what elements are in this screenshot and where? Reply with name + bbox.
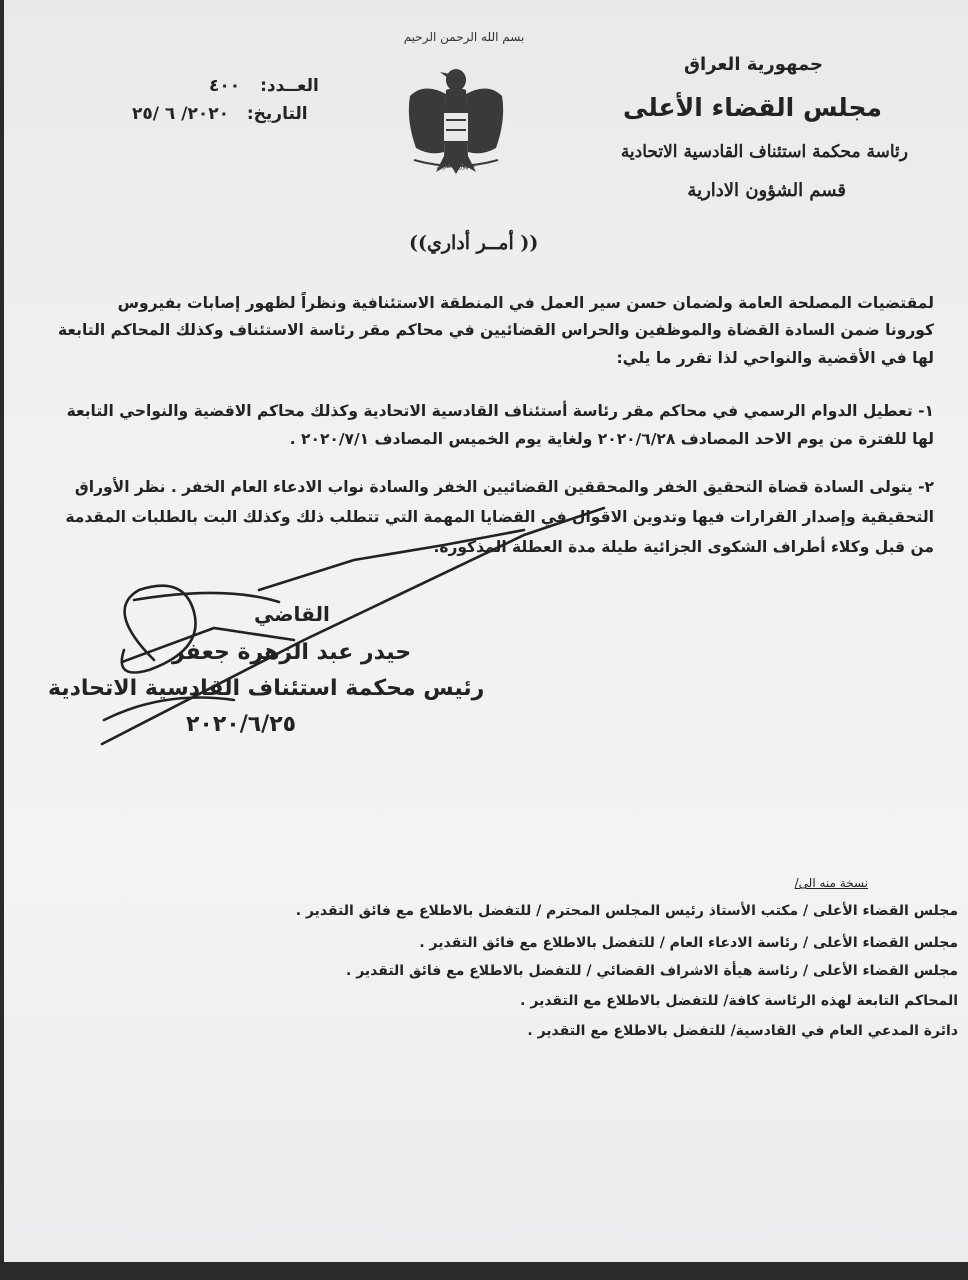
item-1-line: لها للفترة من يوم الاحد المصادف ٢٠٢٠/٦/٢٨ ولغاية يوم الخميس المصادف ٢٠٢٠/٧/١ . — [289, 430, 934, 448]
copy-recipient: مجلس القضاء الأعلى / رئاسة هيأة الاشراف القضائي / للتفضل بالاطلاع مع فائق التقدير . — [346, 963, 958, 979]
copy-recipient: مجلس القضاء الأعلى / مكتب الأستاذ رئيس المجلس المحترم / للتفضل بالاطلاع مع فائق التقدير . — [295, 903, 958, 919]
signature-date: ٢٠٢٠/٦/٢٥ — [186, 712, 297, 737]
intro-line: لمقتضيات المصلحة العامة ولضمان حسن سير العمل في المنطقة الاستئنافية ونظراً لظهور إصابات بفيروس — [117, 294, 934, 312]
copy-recipient: المحاكم التابعة لهذه الرئاسة كافة/ للتفضل بالاطلاع مع التقدير . — [520, 993, 958, 1009]
document-page — [4, 0, 968, 1262]
item-2-line: ٢- يتولى السادة قضاة التحقيق الخفر والمحققين القضائيين الخفر والسادة نواب الادعاء العام الخفر . نظر الأوراق — [74, 478, 934, 496]
item-2-line: من قبل وكلاء أطراف الشكوى الجزائية طيلة مدة العطلة المذكورة. — [433, 538, 934, 556]
signature-title: رئيس محكمة استئناف القادسية الاتحادية — [48, 676, 485, 701]
department-heading: قسم الشؤون الادارية — [687, 180, 846, 201]
date-label: التاريخ: — [246, 104, 308, 124]
date-value: ٢٠٢٠/ ٦ /٢٥ — [132, 104, 229, 124]
copy-recipient: مجلس القضاء الأعلى / رئاسة الادعاء العام / للتفضل بالاطلاع مع فائق التقدير . — [419, 935, 958, 951]
emblem-caption: جمهورية العراق — [436, 163, 476, 170]
copies-heading: نسخة منه الى/ — [794, 876, 868, 890]
number-value: ٤٠٠ — [209, 76, 241, 96]
handwritten-signature-icon — [4, 0, 968, 780]
signature-name: حيدر عبد الزهرة جعفر — [172, 640, 412, 665]
council-heading: مجلس القضاء الأعلى — [623, 93, 882, 122]
presidency-heading: رئاسة محكمة استئناف القادسية الاتحادية — [620, 142, 908, 162]
item-1-line: ١- تعطيل الدوام الرسمي في محاكم مقر رئاسة أستئناف القادسية الاتحادية وكذلك محاكم الاقضية والنواحي التابعة — [66, 402, 934, 420]
republic-heading: جمهورية العراق — [683, 54, 823, 75]
order-title: (( أمــر أداري)) — [409, 232, 539, 254]
item-2-line: التحقيقية وإصدار القرارات فيها وتدوين الاقوال في القضايا المهمة التي تتطلب ذلك وكذلك البت بالطلبات المقدمة — [65, 508, 934, 526]
copy-recipient: دائرة المدعي العام في القادسية/ للتفضل بالاطلاع مع التقدير . — [527, 1023, 958, 1039]
intro-line: لها في الأقضية والنواحي لذا تقرر ما يلي: — [616, 349, 934, 367]
intro-line: كورونا ضمن السادة القضاة والموظفين والحراس القضائيين في محاكم مقر رئاسة الاستئناف وكذلك المحاكم التابعة — [57, 321, 934, 339]
basmala: بسم الله الرحمن الرحيم — [403, 30, 525, 44]
signature-role: القاضي — [254, 602, 330, 626]
number-label: العــدد: — [260, 76, 319, 96]
